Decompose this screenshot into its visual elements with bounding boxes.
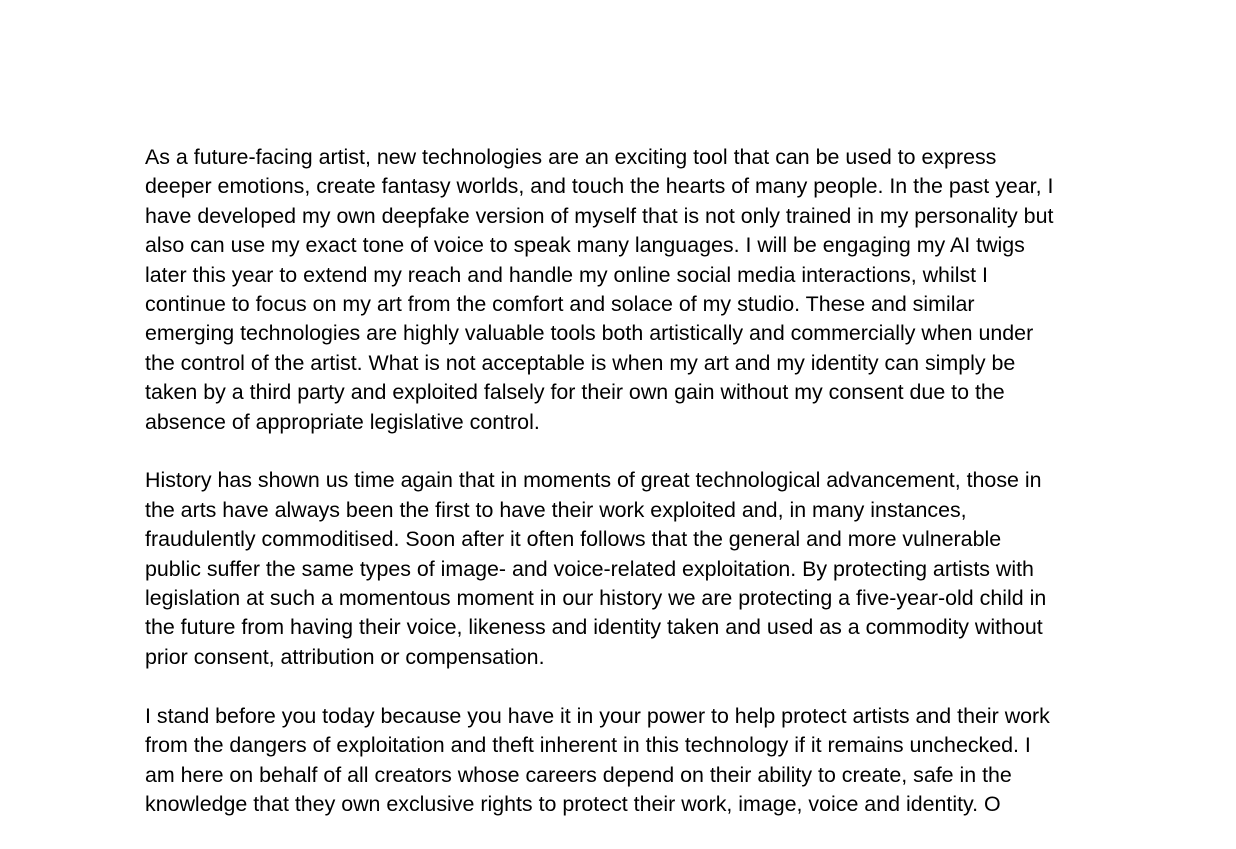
- text-line: prior consent, attribution or compensation.: [145, 644, 545, 669]
- text-line: also can use my exact tone of voice to speak many languages. I will be engaging my AI twigs: [145, 233, 1025, 258]
- paragraph-3: [145, 702, 1105, 820]
- text-line: As a future-facing artist, new technologies are an exciting tool that can be used to express: [145, 145, 997, 169]
- text-line: deeper emotions, create fantasy worlds, and touch the hearts of many people. In the past year, I: [145, 174, 1054, 199]
- text-line: legislation at such a momentous moment in our history we are protecting a five-year-old child in: [145, 586, 1047, 611]
- paragraph-1: [145, 143, 1105, 437]
- document-body: [145, 143, 1105, 849]
- text-line: later this year to extend my reach and handle my online social media interactions, whilst I: [145, 262, 988, 287]
- text-line: am here on behalf of all creators whose careers depend on their ability to create, safe in the: [145, 762, 1012, 787]
- text-line: knowledge that they own exclusive rights to protect their work, image, voice and identity. O: [145, 791, 1001, 816]
- text-line: the future from having their voice, likeness and identity taken and used as a commodity without: [145, 615, 1043, 640]
- text-line: History has shown us time again that in moments of great technological advancement, those in: [145, 468, 1042, 493]
- text-line: from the dangers of exploitation and theft inherent in this technology if it remains unchecked. I: [145, 733, 1031, 758]
- text-line: fraudulently commoditised. Soon after it often follows that the general and more vulnerable: [145, 527, 1002, 552]
- text-line: the arts have always been the first to have their work exploited and, in many instances,: [145, 497, 967, 522]
- paragraph-2: [145, 466, 1105, 672]
- text-line: taken by a third party and exploited falsely for their own gain without my consent due to the: [145, 380, 1005, 405]
- text-line: I stand before you today because you have it in your power to help protect artists and their work: [145, 703, 1050, 728]
- text-line: absence of appropriate legislative control.: [145, 409, 540, 434]
- text-line: emerging technologies are highly valuable tools both artistically and commercially when under: [145, 321, 1034, 346]
- text-line: have developed my own deepfake version of myself that is not only trained in my personality but: [145, 203, 1054, 228]
- text-line: the control of the artist. What is not acceptable is when my art and my identity can simply be: [145, 350, 1016, 375]
- text-line: continue to focus on my art from the comfort and solace of my studio. These and similar: [145, 292, 975, 317]
- text-line: public suffer the same types of image- and voice-related exploitation. By protecting artists with: [145, 556, 1034, 581]
